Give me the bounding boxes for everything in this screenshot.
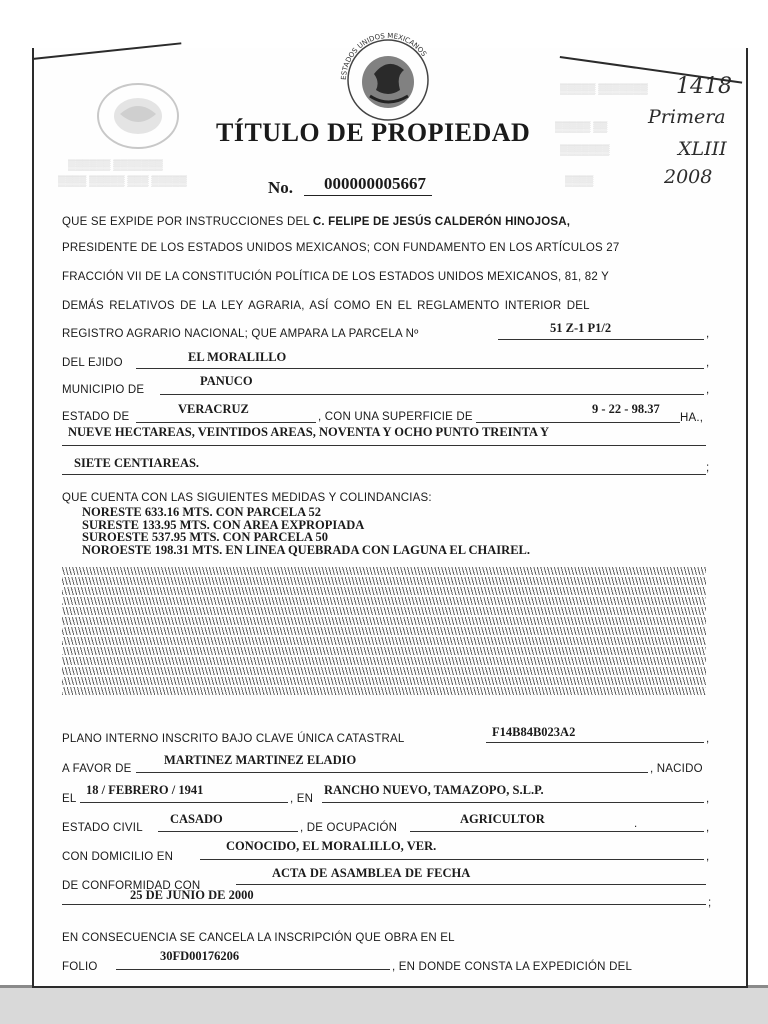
en-label: , EN: [290, 793, 314, 805]
hectare-unit: HA.,: [680, 412, 704, 424]
domicilio-rule: [200, 859, 704, 860]
conformidad-line-2: 25 DE JUNIO DE 2000: [130, 888, 254, 902]
conformidad-rule-2: [62, 904, 706, 905]
civil-label: ESTADO CIVIL: [62, 822, 143, 834]
superficie-rule: [476, 422, 680, 423]
colindancias-label: QUE CUENTA CON LAS SIGUIENTES MEDIDAS Y COLINDANCIAS:: [62, 492, 432, 504]
superficie-words-2: SIETE CENTIAREAS.: [74, 456, 200, 470]
domicilio-value: CONOCIDO, EL MORALILLO, VER.: [226, 839, 437, 853]
estado-label: ESTADO DE: [62, 411, 130, 423]
document-title: TÍTULO DE PROPIEDAD: [216, 118, 531, 147]
folio-label: FOLIO: [62, 961, 98, 973]
title-number-label: No.: [268, 178, 294, 197]
municipio-comma: ,: [706, 384, 710, 396]
colindancia-item: NOROESTE 198.31 MTS. EN LINEA QUEBRADA CON LAGUNA EL CHAIREL.: [82, 542, 530, 557]
birth-date: 18 / FEBRERO / 1941: [86, 783, 204, 797]
domicilio-label: CON DOMICILIO EN: [62, 851, 174, 863]
parcela-value: 51 Z-1 P1/2: [550, 321, 612, 335]
colindancia-item: SURESTE 133.95 MTS. CON AREA EXPROPIADA: [82, 517, 365, 532]
president-name: C. FELIPE DE JESÚS CALDERÓN HINOJOSA,: [312, 216, 571, 228]
domicilio-comma: ,: [706, 851, 710, 863]
occupation-rule: [410, 831, 704, 832]
folio-value: 30FD00176206: [160, 949, 240, 963]
nacido-label: , NACIDO: [650, 763, 703, 775]
intro-line-5: REGISTRO AGRARIO NACIONAL; QUE AMPARA LA PARCELA Nº: [62, 328, 419, 340]
birth-place-rule: [322, 802, 704, 803]
faded-registry-text: ▒▒▒▒▒ ▒▒▒▒▒▒▒: [560, 84, 648, 95]
faded-registry-text-3: ▒▒▒▒▒▒▒: [560, 145, 610, 156]
estado-rule: [136, 422, 316, 423]
faded-stamp-left: [90, 78, 190, 158]
favor-label: A FAVOR DE: [62, 763, 132, 775]
colindancias-list: [82, 506, 530, 556]
parcela-comma: ,: [706, 328, 710, 340]
cancellation-hatching-gaps: [62, 567, 706, 695]
intro-line-3: FRACCIÓN VII DE LA CONSTITUCIÓN POLÍTICA DE LOS ESTADOS UNIDOS MEXICANOS, 81, 82 Y: [62, 271, 610, 283]
superficie-value: 9 - 22 - 98.37: [592, 402, 660, 416]
handwritten-roman: XLIII: [678, 138, 727, 160]
el-label: EL: [62, 793, 77, 805]
handwritten-year: 2008: [664, 166, 713, 188]
superficie-words-rule-2: [62, 474, 706, 475]
consecuencia-line: EN CONSECUENCIA SE CANCELA LA INSCRIPCIÓN QUE OBRA EN EL: [62, 932, 455, 944]
parcela-rule: [498, 339, 704, 340]
superficie-words-1: NUEVE HECTAREAS, VEINTIDOS AREAS, NOVENTA Y OCHO PUNTO TREINTA Y: [68, 425, 549, 439]
handwritten-number: 1418: [676, 74, 732, 99]
intro-line-2: PRESIDENTE DE LOS ESTADOS UNIDOS MEXICANOS; CON FUNDAMENTO EN LOS ARTÍCULOS 27: [62, 242, 620, 254]
conformidad-line-1: ACTA DE ASAMBLEA DE FECHA: [272, 866, 471, 880]
faded-registry-text-4: ▒▒▒▒: [565, 176, 594, 187]
superficie-semicolon: ;: [706, 462, 710, 474]
handwritten-volume: Primera: [648, 106, 726, 128]
faded-stamp-text-2: ▒▒▒▒ ▒▒▒▒▒ ▒▒▒ ▒▒▒▒▒: [58, 176, 187, 187]
municipio-label: MUNICIPIO DE: [62, 384, 145, 396]
municipio-value: PANUCO: [200, 374, 253, 388]
birth-place-comma: ,: [706, 793, 710, 805]
colindancia-item: NORESTE 633.16 MTS. CON PARCELA 52: [82, 505, 322, 519]
ejido-value: EL MORALILLO: [188, 350, 287, 364]
superficie-label: , CON UNA SUPERFICIE DE: [318, 411, 473, 423]
intro-line-1: [62, 216, 570, 228]
clave-comma: ,: [706, 733, 710, 745]
municipio-rule: [160, 394, 704, 395]
estado-value: VERACRUZ: [178, 402, 249, 416]
folio-tail: , EN DONDE CONSTA LA EXPEDICIÓN DEL: [392, 961, 633, 973]
title-number: 000000005667: [304, 174, 432, 196]
superficie-words-rule-1: [62, 445, 706, 446]
plano-label: PLANO INTERNO INSCRITO BAJO CLAVE ÚNICA CATASTRAL: [62, 733, 405, 745]
occupation: AGRICULTOR: [460, 812, 545, 826]
birth-place: RANCHO NUEVO, TAMAZOPO, S.L.P.: [324, 783, 544, 797]
ejido-rule: [136, 368, 704, 369]
occupation-comma: ,: [706, 822, 710, 834]
occupation-dot: .: [634, 818, 638, 830]
folio-rule: [116, 969, 390, 970]
ejido-comma: ,: [706, 357, 710, 369]
ocupacion-label: , DE OCUPACIÓN: [300, 822, 398, 834]
owner-rule: [136, 772, 648, 773]
conformidad-label: DE CONFORMIDAD CON: [62, 880, 201, 892]
intro-line-4: DEMÁS RELATIVOS DE LA LEY AGRARIA, ASÍ COMO EN EL REGLAMENTO INTERIOR DEL: [62, 300, 590, 312]
birth-date-rule: [80, 802, 288, 803]
civil-rule: [158, 831, 298, 832]
colindancia-item: SUROESTE 537.95 MTS. CON PARCELA 50: [82, 530, 328, 544]
seal-text: ESTADOS UNIDOS MEXICANOS: [339, 31, 428, 81]
clave-rule: [486, 742, 704, 743]
conformidad-rule-1: [236, 884, 706, 885]
clave-catastral: F14B84B023A2: [492, 725, 576, 739]
owner-name: MARTINEZ MARTINEZ ELADIO: [164, 753, 357, 767]
faded-stamp-text: ▒▒▒▒▒▒ ▒▒▒▒▒▒▒: [68, 160, 163, 171]
faded-registry-text-2: ▒▒▒▒▒ ▒▒: [555, 122, 608, 133]
intro-line-1a: QUE SE EXPIDE POR INSTRUCCIONES DEL: [62, 216, 310, 228]
conformidad-semicolon: ;: [708, 897, 712, 909]
scan-background: [0, 985, 768, 1024]
civil-status: CASADO: [170, 812, 223, 826]
coat-of-arms-seal: [334, 26, 442, 122]
ejido-label: DEL EJIDO: [62, 357, 123, 369]
